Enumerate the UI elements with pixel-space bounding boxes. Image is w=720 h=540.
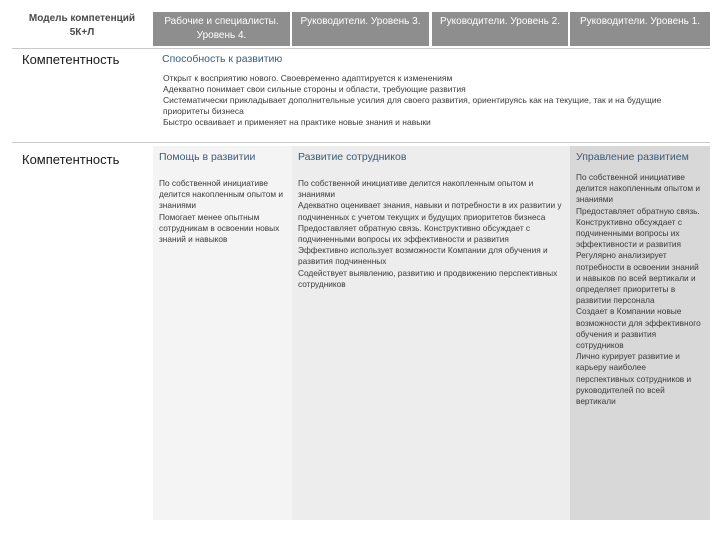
column-header-level-1: Руководители. Уровень 1.: [570, 12, 710, 46]
competence-bullets: [163, 73, 683, 128]
level-4-column: [153, 146, 292, 520]
row-divider: [12, 142, 710, 143]
row-divider: [12, 48, 710, 49]
section-title: Способность к развитию: [162, 53, 283, 65]
behavior-item: Помогает менее опытным сотрудникам в освоении новых знаний и навыков: [159, 211, 280, 245]
level-3-2-column: [292, 146, 570, 520]
behavior-item: По собственной инициативе делится накопленным опытом и знаниями: [159, 178, 283, 211]
behavior-item: По собственной инициативе делится накопленным опытом и знаниями: [298, 178, 534, 200]
behavior-item: Предоставляет обратную связь. Конструктивно обсуждает с подчиненными вопросы их эффективности и развития: [576, 205, 700, 250]
model-title: Модель компетенций 5К+Л: [28, 13, 136, 38]
column-header-level-2: Руководители. Уровень 2.: [432, 12, 568, 46]
bullet-item: Систематически прикладывает дополнительные усилия для своего развития, ориентируясь как на текущие, так и на будущие приоритеты бизнеса: [163, 95, 662, 116]
behavior-item: Регулярно анализирует потребности в освоении знаний и навыков по всей вертикали и определяет приоритеты в развитии персонала: [576, 250, 699, 306]
behavior-item: Лично курирует развитие и карьеру наиболее перспективных сотрудников и руководителей по всей вертикали: [576, 351, 692, 407]
behavior-item: По собственной инициативе делится накопленным опытом и знаниями: [576, 172, 700, 205]
column-header-level-4: Рабочие и специалисты. Уровень 4.: [153, 12, 290, 46]
row-label-competence-1: Компетентность: [22, 52, 120, 67]
behavior-item: Эффективно использует возможности Компании для обучения и развития подчиненных: [298, 245, 548, 267]
row-label-competence-2: Компетентность: [22, 152, 120, 167]
bullet-item: Быстро осваивает и применяет на практике новые знания и навыки: [163, 117, 431, 127]
behavior-item: Адекватно оценивает знания, навыки и потребности в их развитии у подчиненных с учетом текущих и будущих приоритетов бизнеса: [298, 200, 562, 222]
column-title: Развитие сотрудников: [298, 151, 407, 163]
behavior-item: Предоставляет обратную связь. Конструктивно обсуждает с подчиненными вопросы их эффективности и развития: [298, 222, 531, 245]
behavior-item: Создает в Компании новые возможности для эффективного обучения и развития сотрудников: [576, 306, 701, 351]
bullet-item: Адекватно понимает свои сильные стороны и области, требующие развития: [163, 84, 466, 94]
behavior-item: Содействует выявлению, развитию и продвижению перспективных сотрудников: [298, 267, 558, 289]
level-1-column: [570, 146, 710, 520]
column-title: Управление развитием: [576, 151, 689, 163]
column-header-level-3: Руководители. Уровень 3.: [292, 12, 429, 46]
bullet-item: Открыт к восприятию нового. Своевременно адаптируется к изменениям: [163, 73, 453, 83]
column-title: Помощь в развитии: [159, 151, 256, 163]
